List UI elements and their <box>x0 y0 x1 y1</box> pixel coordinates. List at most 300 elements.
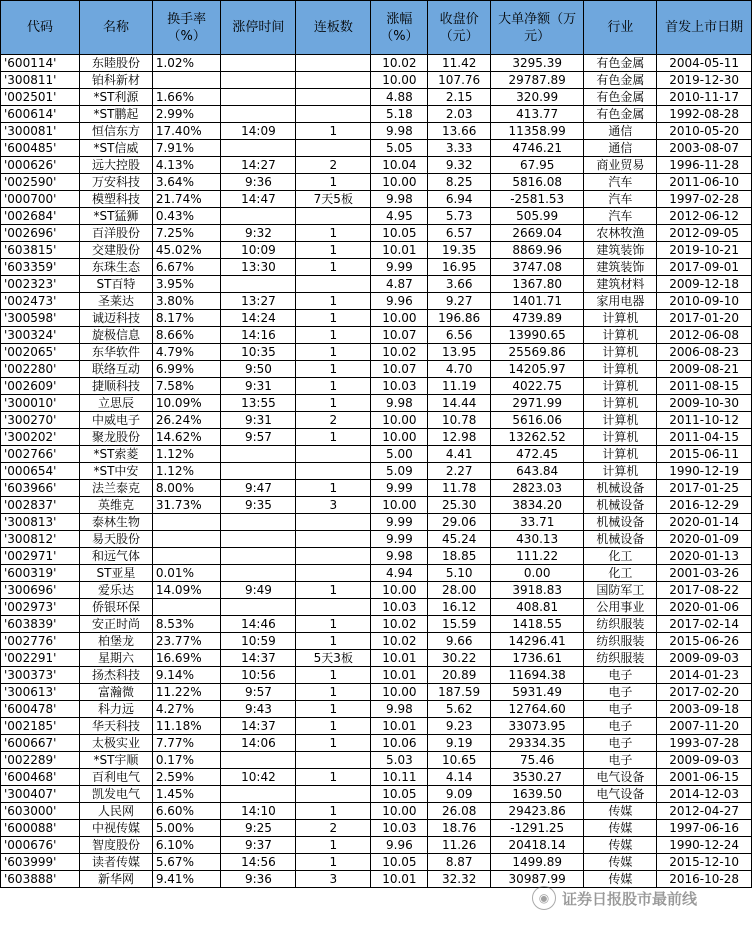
table-row <box>1 72 752 89</box>
cell-industry: 传媒 <box>584 803 657 820</box>
cell-boards <box>296 208 371 225</box>
cell-code: '300324' <box>1 327 80 344</box>
cell-boards: 1 <box>296 327 371 344</box>
cell-close: 26.08 <box>428 803 490 820</box>
table-row <box>1 871 752 888</box>
cell-code: '300202' <box>1 429 80 446</box>
cell-industry: 计算机 <box>584 327 657 344</box>
cell-code: '603359' <box>1 259 80 276</box>
table-row <box>1 718 752 735</box>
cell-name: 星期六 <box>80 650 153 667</box>
cell-limit-time: 14:56 <box>221 854 296 871</box>
table-row <box>1 463 752 480</box>
cell-change: 10.02 <box>371 633 428 650</box>
cell-limit-time: 9:57 <box>221 429 296 446</box>
cell-limit-time <box>221 548 296 565</box>
cell-name: 侨银环保 <box>80 599 153 616</box>
cell-close: 32.32 <box>428 871 490 888</box>
cell-ipo-date: 2009-09-03 <box>657 752 752 769</box>
cell-close: 8.87 <box>428 854 490 871</box>
cell-code: '000626' <box>1 157 80 174</box>
cell-name: *ST利源 <box>80 89 153 106</box>
cell-change: 5.03 <box>371 752 428 769</box>
cell-industry: 通信 <box>584 140 657 157</box>
cell-limit-time: 9:36 <box>221 174 296 191</box>
cell-industry: 电子 <box>584 718 657 735</box>
cell-name: 法兰泰克 <box>80 480 153 497</box>
cell-code: '600114' <box>1 55 80 72</box>
cell-boards: 1 <box>296 769 371 786</box>
cell-industry: 机械设备 <box>584 480 657 497</box>
cell-industry: 公用事业 <box>584 599 657 616</box>
table-row <box>1 157 752 174</box>
cell-close: 11.78 <box>428 480 490 497</box>
cell-close: 28.00 <box>428 582 490 599</box>
cell-boards: 1 <box>296 701 371 718</box>
cell-name: *ST索菱 <box>80 446 153 463</box>
cell-ipo-date: 2017-01-25 <box>657 480 752 497</box>
cell-ipo-date: 1990-12-19 <box>657 463 752 480</box>
cell-industry: 计算机 <box>584 395 657 412</box>
cell-close: 14.44 <box>428 395 490 412</box>
cell-industry: 传媒 <box>584 837 657 854</box>
cell-industry: 纺织服装 <box>584 616 657 633</box>
cell-code: '002289' <box>1 752 80 769</box>
cell-code: '002766' <box>1 446 80 463</box>
cell-ipo-date: 1992-08-28 <box>657 106 752 123</box>
cell-turnover: 1.66% <box>152 89 221 106</box>
cell-change: 10.03 <box>371 820 428 837</box>
cell-boards <box>296 72 371 89</box>
cell-change: 10.00 <box>371 429 428 446</box>
cell-ipo-date: 2019-12-30 <box>657 72 752 89</box>
table-row <box>1 429 752 446</box>
cell-turnover: 17.40% <box>152 123 221 140</box>
table-row <box>1 650 752 667</box>
cell-turnover: 6.10% <box>152 837 221 854</box>
cell-close: 10.65 <box>428 752 490 769</box>
table-row <box>1 735 752 752</box>
cell-close: 196.86 <box>428 310 490 327</box>
cell-change: 9.98 <box>371 548 428 565</box>
cell-industry: 电气设备 <box>584 769 657 786</box>
table-row <box>1 667 752 684</box>
cell-industry: 电子 <box>584 667 657 684</box>
cell-boards: 1 <box>296 582 371 599</box>
cell-industry: 国防军工 <box>584 582 657 599</box>
cell-close: 3.33 <box>428 140 490 157</box>
cell-limit-time: 9:32 <box>221 225 296 242</box>
cell-ipo-date: 2010-05-20 <box>657 123 752 140</box>
cell-name: ST百特 <box>80 276 153 293</box>
cell-net: 1736.61 <box>490 650 584 667</box>
cell-code: '603815' <box>1 242 80 259</box>
cell-industry: 通信 <box>584 123 657 140</box>
table-row <box>1 191 752 208</box>
cell-boards: 5天3板 <box>296 650 371 667</box>
cell-net: 8869.96 <box>490 242 584 259</box>
cell-name: 立思辰 <box>80 395 153 412</box>
cell-net: 472.45 <box>490 446 584 463</box>
cell-name: 富瀚微 <box>80 684 153 701</box>
cell-limit-time <box>221 463 296 480</box>
cell-change: 10.00 <box>371 310 428 327</box>
cell-turnover: 23.77% <box>152 633 221 650</box>
table-row <box>1 361 752 378</box>
cell-change: 5.09 <box>371 463 428 480</box>
cell-industry: 计算机 <box>584 361 657 378</box>
cell-name: 铂科新材 <box>80 72 153 89</box>
cell-code: '002065' <box>1 344 80 361</box>
cell-industry: 汽车 <box>584 208 657 225</box>
cell-boards: 1 <box>296 735 371 752</box>
cell-net: 2823.03 <box>490 480 584 497</box>
cell-close: 9.23 <box>428 718 490 735</box>
table-row <box>1 820 752 837</box>
cell-boards: 1 <box>296 361 371 378</box>
cell-industry: 机械设备 <box>584 531 657 548</box>
cell-net: 20418.14 <box>490 837 584 854</box>
cell-limit-time: 9:31 <box>221 378 296 395</box>
cell-boards: 7天5板 <box>296 191 371 208</box>
cell-name: *ST宇顺 <box>80 752 153 769</box>
cell-name: 诚迈科技 <box>80 310 153 327</box>
cell-change: 4.95 <box>371 208 428 225</box>
header-change: 涨幅（%） <box>371 1 428 55</box>
cell-net: 3530.27 <box>490 769 584 786</box>
cell-close: 4.14 <box>428 769 490 786</box>
cell-boards: 1 <box>296 242 371 259</box>
cell-limit-time: 14:24 <box>221 310 296 327</box>
cell-net: 25569.86 <box>490 344 584 361</box>
table-row <box>1 242 752 259</box>
cell-name: 东珠生态 <box>80 259 153 276</box>
cell-name: 聚龙股份 <box>80 429 153 446</box>
cell-code: '000700' <box>1 191 80 208</box>
cell-net: 2669.04 <box>490 225 584 242</box>
cell-net: 3747.08 <box>490 259 584 276</box>
table-row <box>1 140 752 157</box>
cell-turnover: 8.00% <box>152 480 221 497</box>
cell-limit-time: 9:43 <box>221 701 296 718</box>
cell-code: '000654' <box>1 463 80 480</box>
cell-net: 29787.89 <box>490 72 584 89</box>
cell-limit-time: 10:59 <box>221 633 296 650</box>
cell-code: '300598' <box>1 310 80 327</box>
cell-change: 9.99 <box>371 514 428 531</box>
cell-net: 0.00 <box>490 565 584 582</box>
cell-ipo-date: 1997-06-16 <box>657 820 752 837</box>
cell-ipo-date: 2020-01-14 <box>657 514 752 531</box>
cell-close: 8.25 <box>428 174 490 191</box>
cell-turnover: 8.17% <box>152 310 221 327</box>
cell-close: 16.12 <box>428 599 490 616</box>
cell-name: *ST猛狮 <box>80 208 153 225</box>
table-row <box>1 701 752 718</box>
cell-boards: 1 <box>296 854 371 871</box>
cell-name: 太极实业 <box>80 735 153 752</box>
table-row <box>1 89 752 106</box>
cell-boards <box>296 276 371 293</box>
cell-change: 9.98 <box>371 395 428 412</box>
cell-code: '603888' <box>1 871 80 888</box>
cell-change: 10.01 <box>371 242 428 259</box>
cell-code: '002973' <box>1 599 80 616</box>
cell-ipo-date: 1990-12-24 <box>657 837 752 854</box>
table-row <box>1 225 752 242</box>
cell-code: '002837' <box>1 497 80 514</box>
watermark-text: 证券日报股市最前线 <box>562 889 698 908</box>
cell-net: 14205.97 <box>490 361 584 378</box>
cell-turnover: 1.12% <box>152 446 221 463</box>
cell-turnover: 4.79% <box>152 344 221 361</box>
cell-change: 10.01 <box>371 871 428 888</box>
cell-code: '002291' <box>1 650 80 667</box>
cell-limit-time: 14:37 <box>221 718 296 735</box>
table-row <box>1 684 752 701</box>
cell-close: 11.42 <box>428 55 490 72</box>
cell-code: '002280' <box>1 361 80 378</box>
cell-boards: 3 <box>296 497 371 514</box>
cell-industry: 化工 <box>584 548 657 565</box>
table-row <box>1 565 752 582</box>
table-row <box>1 276 752 293</box>
cell-turnover: 5.67% <box>152 854 221 871</box>
cell-change: 10.02 <box>371 344 428 361</box>
cell-boards: 1 <box>296 225 371 242</box>
cell-close: 11.26 <box>428 837 490 854</box>
cell-boards <box>296 531 371 548</box>
cell-change: 4.87 <box>371 276 428 293</box>
cell-change: 10.05 <box>371 786 428 803</box>
cell-turnover: 21.74% <box>152 191 221 208</box>
cell-name: 读者传媒 <box>80 854 153 871</box>
cell-code: '600319' <box>1 565 80 582</box>
cell-name: 中视传媒 <box>80 820 153 837</box>
cell-code: '600667' <box>1 735 80 752</box>
cell-ipo-date: 2012-06-08 <box>657 327 752 344</box>
cell-limit-time <box>221 565 296 582</box>
cell-name: 交建股份 <box>80 242 153 259</box>
cell-code: '300010' <box>1 395 80 412</box>
cell-name: 和远气体 <box>80 548 153 565</box>
cell-turnover: 2.99% <box>152 106 221 123</box>
cell-limit-time: 13:30 <box>221 259 296 276</box>
cell-limit-time: 9:31 <box>221 412 296 429</box>
cell-turnover: 7.58% <box>152 378 221 395</box>
cell-close: 9.66 <box>428 633 490 650</box>
table-row <box>1 446 752 463</box>
cell-net: 2971.99 <box>490 395 584 412</box>
cell-ipo-date: 2010-09-10 <box>657 293 752 310</box>
cell-code: '002684' <box>1 208 80 225</box>
cell-net: 320.99 <box>490 89 584 106</box>
table-row <box>1 531 752 548</box>
cell-turnover: 1.45% <box>152 786 221 803</box>
cell-industry: 电子 <box>584 735 657 752</box>
cell-industry: 家用电器 <box>584 293 657 310</box>
cell-limit-time: 9:49 <box>221 582 296 599</box>
table-row <box>1 752 752 769</box>
cell-ipo-date: 2019-10-21 <box>657 242 752 259</box>
cell-limit-time: 9:57 <box>221 684 296 701</box>
cell-name: 智度股份 <box>80 837 153 854</box>
cell-net: 29334.35 <box>490 735 584 752</box>
cell-industry: 建筑装饰 <box>584 242 657 259</box>
cell-industry: 纺织服装 <box>584 650 657 667</box>
cell-net: 3834.20 <box>490 497 584 514</box>
cell-change: 10.11 <box>371 769 428 786</box>
cell-name: 联络互动 <box>80 361 153 378</box>
cell-boards: 1 <box>296 718 371 735</box>
cell-ipo-date: 2007-11-20 <box>657 718 752 735</box>
cell-close: 16.95 <box>428 259 490 276</box>
cell-code: '002590' <box>1 174 80 191</box>
cell-close: 18.85 <box>428 548 490 565</box>
cell-boards: 1 <box>296 837 371 854</box>
cell-close: 13.66 <box>428 123 490 140</box>
cell-boards: 1 <box>296 480 371 497</box>
cell-name: 爱乐达 <box>80 582 153 599</box>
header-turnover: 换手率（%） <box>152 1 221 55</box>
cell-close: 12.98 <box>428 429 490 446</box>
cell-change: 10.05 <box>371 225 428 242</box>
cell-boards: 3 <box>296 871 371 888</box>
cell-turnover: 9.14% <box>152 667 221 684</box>
cell-boards: 1 <box>296 378 371 395</box>
cell-net: 67.95 <box>490 157 584 174</box>
cell-industry: 有色金属 <box>584 106 657 123</box>
cell-change: 10.00 <box>371 72 428 89</box>
cell-net: 13990.65 <box>490 327 584 344</box>
cell-name: 扬杰科技 <box>80 667 153 684</box>
header-boards: 连板数 <box>296 1 371 55</box>
cell-close: 6.57 <box>428 225 490 242</box>
cell-close: 4.70 <box>428 361 490 378</box>
cell-code: '300373' <box>1 667 80 684</box>
cell-industry: 电子 <box>584 752 657 769</box>
cell-turnover: 11.22% <box>152 684 221 701</box>
cell-turnover: 0.01% <box>152 565 221 582</box>
cell-close: 15.59 <box>428 616 490 633</box>
cell-close: 4.41 <box>428 446 490 463</box>
cell-turnover: 16.69% <box>152 650 221 667</box>
cell-turnover: 4.13% <box>152 157 221 174</box>
cell-limit-time <box>221 276 296 293</box>
cell-net: 643.84 <box>490 463 584 480</box>
cell-change: 5.00 <box>371 446 428 463</box>
cell-ipo-date: 2012-09-05 <box>657 225 752 242</box>
cell-close: 6.94 <box>428 191 490 208</box>
cell-close: 5.10 <box>428 565 490 582</box>
cell-ipo-date: 2020-01-13 <box>657 548 752 565</box>
cell-net: 1499.89 <box>490 854 584 871</box>
cell-name: 人民网 <box>80 803 153 820</box>
cell-limit-time <box>221 446 296 463</box>
header-close: 收盘价（元） <box>428 1 490 55</box>
cell-code: '300811' <box>1 72 80 89</box>
header-code: 代码 <box>1 1 80 55</box>
cell-net: 1367.80 <box>490 276 584 293</box>
cell-limit-time: 14:06 <box>221 735 296 752</box>
cell-change: 10.01 <box>371 718 428 735</box>
cell-boards: 1 <box>296 684 371 701</box>
cell-turnover: 31.73% <box>152 497 221 514</box>
cell-limit-time <box>221 140 296 157</box>
cell-close: 9.32 <box>428 157 490 174</box>
cell-limit-time: 13:55 <box>221 395 296 412</box>
cell-code: '002696' <box>1 225 80 242</box>
cell-limit-time <box>221 531 296 548</box>
cell-close: 5.62 <box>428 701 490 718</box>
table-row <box>1 599 752 616</box>
cell-name: 中威电子 <box>80 412 153 429</box>
cell-name: 东华软件 <box>80 344 153 361</box>
cell-close: 11.19 <box>428 378 490 395</box>
cell-boards <box>296 446 371 463</box>
cell-boards: 1 <box>296 633 371 650</box>
cell-name: 旋极信息 <box>80 327 153 344</box>
cell-code: '300813' <box>1 514 80 531</box>
cell-net: 505.99 <box>490 208 584 225</box>
cell-net: 13262.52 <box>490 429 584 446</box>
cell-net: 29423.86 <box>490 803 584 820</box>
cell-boards: 1 <box>296 293 371 310</box>
cell-ipo-date: 1997-02-28 <box>657 191 752 208</box>
cell-limit-time <box>221 514 296 531</box>
cell-industry: 计算机 <box>584 412 657 429</box>
cell-ipo-date: 2009-12-18 <box>657 276 752 293</box>
cell-net: 33.71 <box>490 514 584 531</box>
cell-net: 14296.41 <box>490 633 584 650</box>
cell-net: 11694.38 <box>490 667 584 684</box>
cell-change: 10.02 <box>371 55 428 72</box>
cell-net: 111.22 <box>490 548 584 565</box>
cell-change: 5.18 <box>371 106 428 123</box>
cell-code: '600088' <box>1 820 80 837</box>
cell-industry: 传媒 <box>584 854 657 871</box>
header-ipo-date: 首发上市日期 <box>657 1 752 55</box>
cell-net: 75.46 <box>490 752 584 769</box>
cell-limit-time: 14:27 <box>221 157 296 174</box>
cell-limit-time <box>221 55 296 72</box>
cell-industry: 建筑材料 <box>584 276 657 293</box>
cell-ipo-date: 1993-07-28 <box>657 735 752 752</box>
cell-boards: 1 <box>296 174 371 191</box>
cell-ipo-date: 2011-10-12 <box>657 412 752 429</box>
cell-limit-time: 10:09 <box>221 242 296 259</box>
cell-close: 3.66 <box>428 276 490 293</box>
cell-change: 10.07 <box>371 361 428 378</box>
cell-industry: 机械设备 <box>584 497 657 514</box>
cell-name: 模塑科技 <box>80 191 153 208</box>
cell-turnover <box>152 548 221 565</box>
cell-name: 易天股份 <box>80 531 153 548</box>
cell-ipo-date: 2015-06-26 <box>657 633 752 650</box>
cell-ipo-date: 2014-01-23 <box>657 667 752 684</box>
cell-limit-time <box>221 106 296 123</box>
cell-name: *ST中安 <box>80 463 153 480</box>
table-row <box>1 55 752 72</box>
table-row <box>1 803 752 820</box>
cell-limit-time: 9:37 <box>221 837 296 854</box>
cell-turnover: 9.41% <box>152 871 221 888</box>
cell-boards: 1 <box>296 123 371 140</box>
watermark <box>532 886 697 910</box>
cell-turnover: 5.00% <box>152 820 221 837</box>
header-industry: 行业 <box>584 1 657 55</box>
cell-limit-time: 9:47 <box>221 480 296 497</box>
